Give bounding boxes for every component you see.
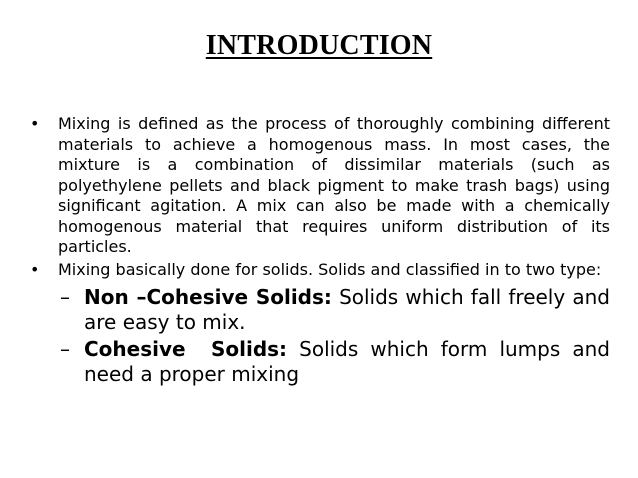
bullet-dot-icon: • [30,259,40,279]
sub-bullet-item [30,337,610,387]
dash-icon: – [60,285,70,309]
slide-title: INTRODUCTION [205,30,433,61]
sub-bullet-item [30,285,610,335]
bullet-dot-icon: • [30,114,40,133]
bullet-item [30,260,610,281]
bullet-text: Mixing basically done for solids. Solids and classified in to two type: [58,259,602,279]
sub-bullet-text: Solids which fall freely and are easy to mix. [84,285,610,334]
sub-bullet-term: Cohesive Solids: [84,337,288,361]
dash-icon: – [60,337,70,361]
sub-bullet-term: Non –Cohesive Solids: [84,285,332,309]
slide-content [30,114,610,387]
bullet-item [30,114,610,258]
sub-bullet-text: Solids which form lumps and need a proper mixing [84,337,610,386]
bullet-text: Mixing is defined as the process of thoroughly combining different materials to achieve a homogenous mass. In most cases, the mixture is a combination of dissimilar materials (such as polyethylene pellets and black pigment to make trash bags) using significant agitation. A mix can also be made with a chemically homogenous material that requires uniform distribution of its particles. [58,114,610,256]
